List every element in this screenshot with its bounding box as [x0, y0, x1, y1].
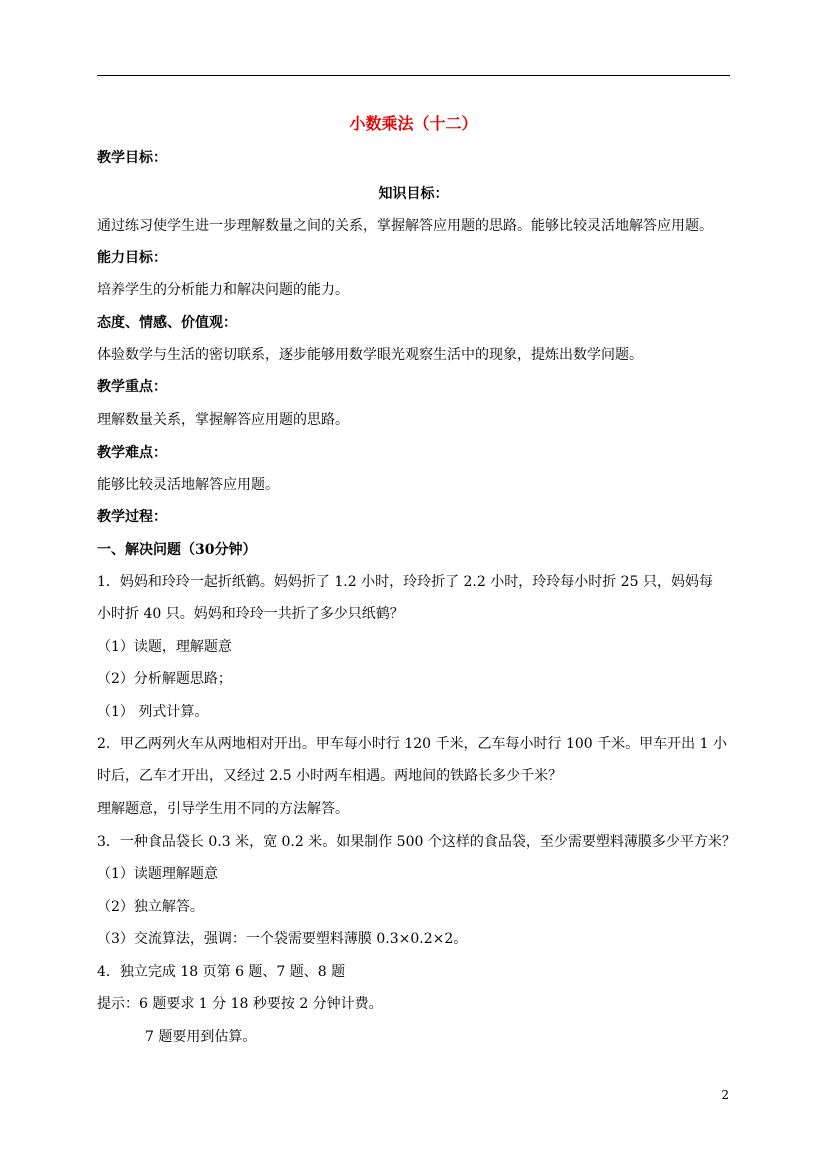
question-3-step-2: （2）独立解答。 — [97, 899, 204, 915]
attitude-heading: 态度、情感、价值观： — [97, 315, 237, 331]
attitude-text: 体验数学与生活的密切联系，逐步能够用数学眼光观察生活中的现象，提炼出数学问题。 — [97, 347, 643, 363]
difficulty-text: 能够比较灵活地解答应用题。 — [97, 477, 279, 493]
question-2-note: 理解题意，引导学生用不同的方法解答。 — [97, 801, 349, 817]
question-4-line-1: 4．独立完成 18 页第 6 题、7 题、8 题 — [97, 964, 346, 980]
keypoint-heading: 教学重点： — [97, 379, 167, 395]
header-rule — [97, 75, 730, 76]
question-1-step-3: （1） 列式计算。 — [97, 704, 209, 720]
section1-heading: 一、解决问题（30分钟） — [97, 542, 257, 558]
keypoint-text: 理解数量关系，掌握解答应用题的思路。 — [97, 412, 349, 428]
process-heading: 教学过程： — [97, 509, 167, 525]
question-1-line-2: 小时折 40 只。妈妈和玲玲一共折了多少只纸鹤？ — [97, 606, 404, 622]
question-3-line-1: 3．一种食品袋长 0.3 米，宽 0.2 米。如果制作 500 个这样的食品袋，至少需要塑料薄膜多少平方米？ — [97, 834, 736, 850]
question-2-line-2: 时后，乙车才开出，又经过 2.5 小时两车相遇。两地间的铁路长多少千米？ — [97, 768, 563, 784]
question-1-line-1: 1．妈妈和玲玲一起折纸鹤。妈妈折了 1.2 小时，玲玲折了 2.2 小时，玲玲每小时折 25 只，妈妈每 — [97, 574, 713, 590]
objectives-heading: 教学目标： — [97, 150, 167, 166]
document-title: 小数乘法（十二） — [349, 114, 478, 133]
question-3-step-3: （3）交流算法，强调：一个袋需要塑料薄膜 0.3×0.2×2。 — [97, 931, 468, 947]
page-number: 2 — [721, 1088, 729, 1102]
question-3-step-1: （1）读题理解题意 — [97, 866, 218, 882]
question-1-step-2: （2）分析解题思路； — [97, 671, 232, 687]
question-4-hint: 提示：6 题要求 1 分 18 秒要按 2 分钟计费。 — [97, 996, 383, 1012]
question-1-step-1: （1）读题，理解题意 — [97, 639, 232, 655]
difficulty-heading: 教学难点： — [97, 445, 167, 461]
knowledge-text: 通过练习使学生进一步理解数量之间的关系，掌握解答应用题的思路。能够比较灵活地解答应用题。 — [97, 218, 713, 234]
ability-heading: 能力目标： — [97, 250, 167, 266]
question-4-hint-2: 7 题要用到估算。 — [145, 1029, 257, 1045]
question-2-line-1: 2．甲乙两列火车从两地相对开出。甲车每小时行 120 千米，乙车每小时行 100 千米。甲车开出 1 小 — [97, 736, 727, 752]
ability-text: 培养学生的分析能力和解决问题的能力。 — [97, 282, 349, 298]
knowledge-heading: 知识目标： — [378, 186, 449, 202]
